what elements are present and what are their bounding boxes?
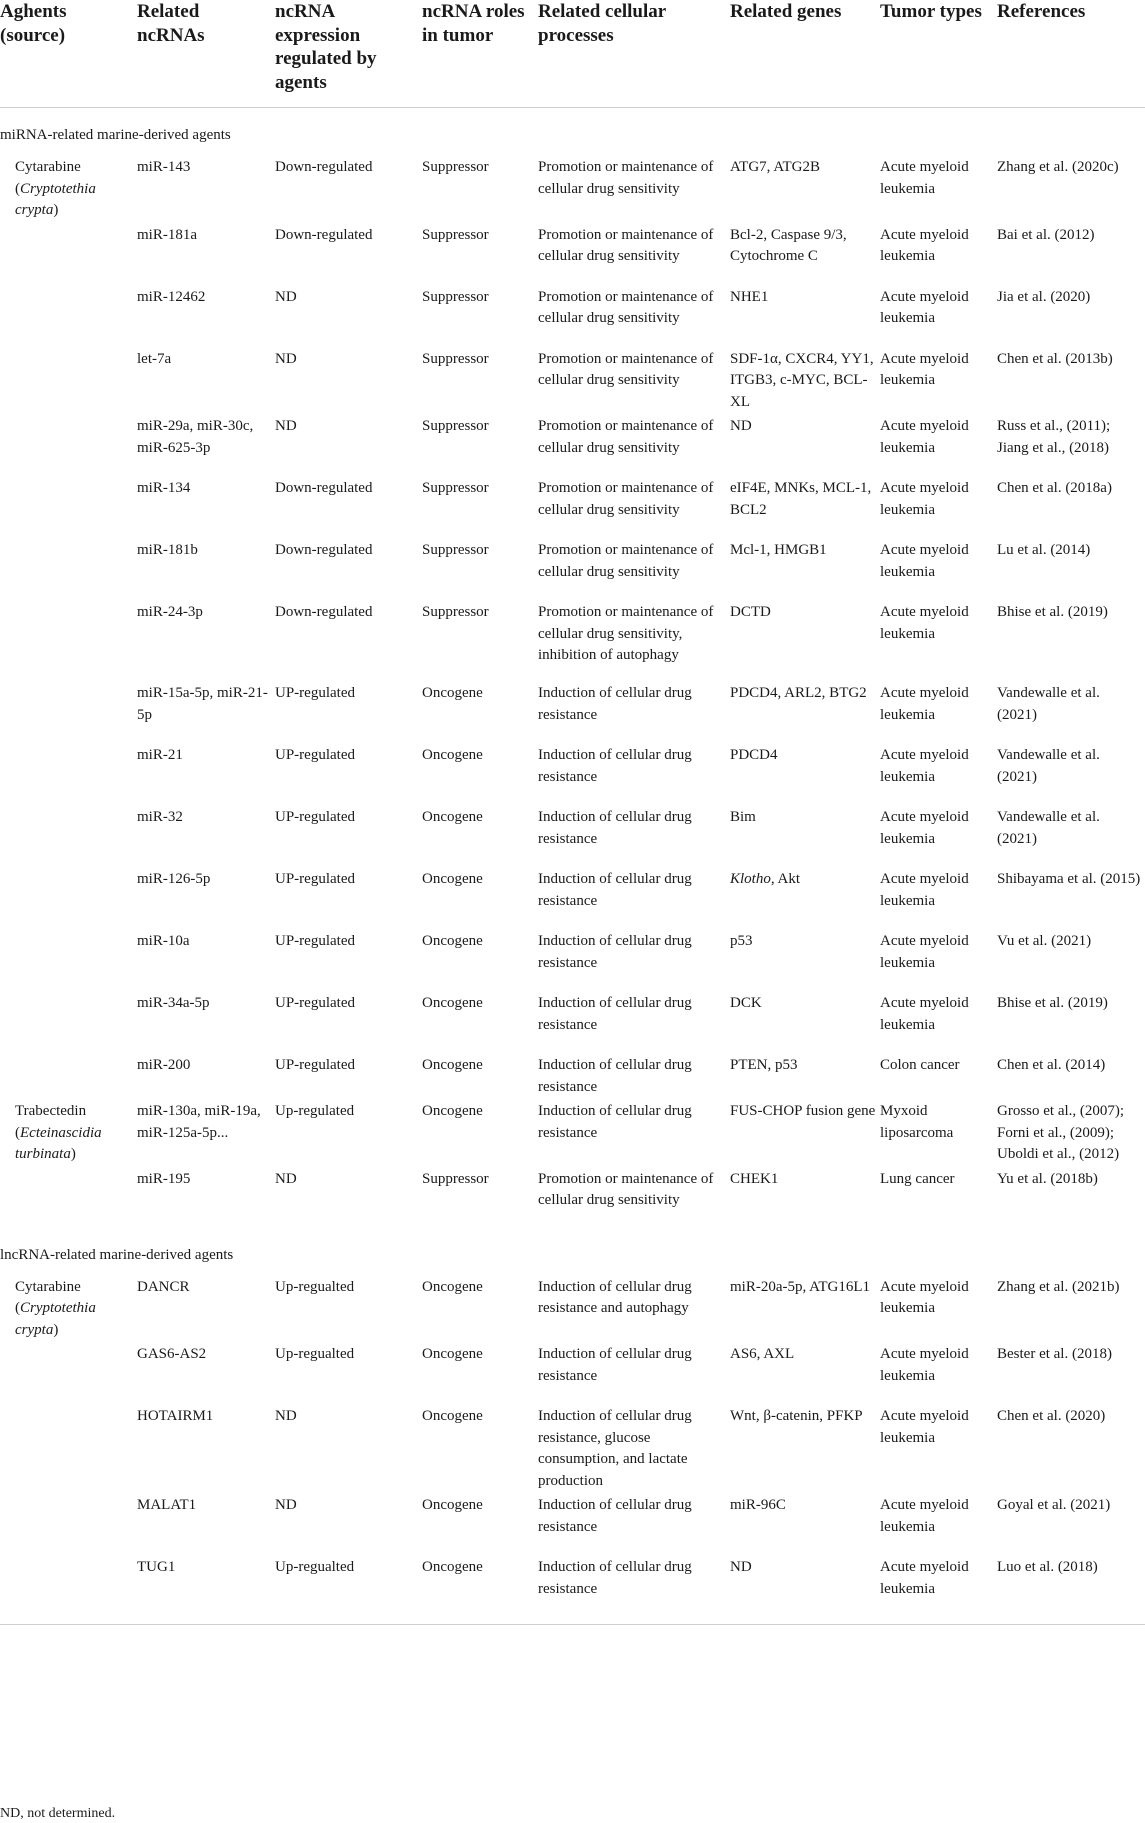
expr-cell: Down-regulated bbox=[275, 159, 373, 175]
table-row bbox=[0, 413, 1145, 475]
ref-cell: Jia et al. (2020) bbox=[997, 288, 1091, 305]
genes-cell: Bcl-2, Caspase 9/3, Cytochrome C bbox=[730, 226, 847, 264]
tumor-cell: Acute myeloid leukemia bbox=[880, 288, 969, 326]
ncrna-cell: MALAT1 bbox=[137, 1497, 197, 1513]
ncrna-cell: TUG1 bbox=[137, 1559, 176, 1575]
expr-cell: UP-regulated bbox=[275, 871, 355, 887]
table-row bbox=[0, 990, 1145, 1052]
role-cell: Oncogene bbox=[422, 1346, 483, 1362]
tumor-cell: Acute myeloid leukemia bbox=[880, 871, 969, 909]
tumor-cell: Acute myeloid leukemia bbox=[880, 1497, 969, 1535]
tumor-cell: Myxoid liposarcoma bbox=[880, 1103, 954, 1141]
role-cell: Oncogene bbox=[422, 995, 483, 1011]
column-header: Related genes bbox=[730, 1, 842, 22]
expr-cell: UP-regulated bbox=[275, 685, 355, 701]
table-row bbox=[0, 346, 1145, 414]
group-row bbox=[0, 1228, 1145, 1274]
group-row bbox=[0, 108, 1145, 155]
column-header: ncRNA roles in tumor bbox=[422, 1, 525, 46]
tumor-cell: Acute myeloid leukemia bbox=[880, 1559, 969, 1597]
ncrna-cell: miR-143 bbox=[137, 159, 191, 175]
role-cell: Oncogene bbox=[422, 871, 483, 887]
genes-cell: ND bbox=[730, 1559, 752, 1575]
role-cell: Oncogene bbox=[422, 1103, 483, 1119]
agent-name: Cytarabine bbox=[15, 1278, 81, 1295]
expr-cell: UP-regulated bbox=[275, 809, 355, 825]
expr-cell: Up-regualted bbox=[275, 1346, 355, 1362]
tumor-cell: Lung cancer bbox=[880, 1170, 955, 1187]
agent-cell: Cytarabine (Cryptotethia crypta) bbox=[15, 159, 96, 218]
process-cell: Promotion or maintenance of cellular drug sensitivity bbox=[538, 480, 714, 518]
group-label: lncRNA-related marine-derived agents bbox=[0, 1246, 234, 1263]
process-cell: Induction of cellular drug resistance, glucose consumption, and lactate production bbox=[538, 1408, 692, 1489]
process-cell: Promotion or maintenance of cellular drug sensitivity bbox=[538, 288, 714, 326]
agent-cell bbox=[0, 599, 137, 680]
ncrna-cell: miR-15a-5p, miR-21-5p bbox=[137, 685, 268, 723]
role-cell: Suppressor bbox=[422, 542, 489, 558]
tumor-cell: Colon cancer bbox=[880, 1057, 960, 1073]
ref-cell: Shibayama et al. (2015) bbox=[997, 871, 1141, 887]
role-cell: Oncogene bbox=[422, 809, 483, 825]
table-row bbox=[0, 1554, 1145, 1624]
genes-cell: ND bbox=[730, 418, 752, 434]
agent-cell bbox=[0, 475, 137, 537]
tumor-cell: Acute myeloid leukemia bbox=[880, 933, 969, 971]
table-header bbox=[0, 0, 1145, 108]
group-label: miRNA-related marine-derived agents bbox=[0, 127, 231, 143]
genes-cell: PTEN, p53 bbox=[730, 1057, 798, 1073]
process-cell: Promotion or maintenance of cellular drug sensitivity bbox=[538, 159, 714, 197]
process-cell: Induction of cellular drug resistance bbox=[538, 1559, 692, 1597]
table-row bbox=[0, 928, 1145, 990]
process-cell: Induction of cellular drug resistance bbox=[538, 933, 692, 971]
tumor-cell: Acute myeloid leukemia bbox=[880, 159, 969, 197]
agent-name: Cytarabine bbox=[15, 159, 81, 175]
table-row bbox=[0, 599, 1145, 680]
ref-cell: Vu et al. (2021) bbox=[997, 933, 1092, 949]
ref-cell: Bhise et al. (2019) bbox=[997, 604, 1108, 620]
tumor-cell: Acute myeloid leukemia bbox=[880, 350, 969, 388]
agent-cell bbox=[0, 804, 137, 866]
tumor-cell: Acute myeloid leukemia bbox=[880, 747, 969, 785]
tumor-cell: Acute myeloid leukemia bbox=[880, 226, 969, 264]
ncrna-cell: miR-195 bbox=[137, 1170, 191, 1187]
role-cell: Suppressor bbox=[422, 350, 489, 367]
expr-cell: UP-regulated bbox=[275, 1057, 355, 1073]
genes-cell: Mcl-1, HMGB1 bbox=[730, 542, 827, 558]
process-cell: Induction of cellular drug resistance and autophagy bbox=[538, 1278, 692, 1316]
ncrna-cell: GAS6-AS2 bbox=[137, 1346, 207, 1362]
table-footnote: ND, not determined. bbox=[0, 1806, 116, 1821]
agent-source: Ecteinascidia turbinata bbox=[15, 1124, 102, 1162]
process-cell: Induction of cellular drug resistance bbox=[538, 747, 692, 785]
ref-cell: Luo et al. (2018) bbox=[997, 1559, 1098, 1575]
gene-rest: , Akt bbox=[770, 871, 801, 887]
expr-cell: ND bbox=[275, 418, 297, 434]
tumor-cell: Acute myeloid leukemia bbox=[880, 480, 969, 518]
process-cell: Promotion or maintenance of cellular drug sensitivity bbox=[538, 418, 714, 456]
genes-cell: Wnt, β-catenin, PFKP bbox=[730, 1408, 863, 1424]
expr-cell: UP-regulated bbox=[275, 933, 355, 949]
table-row bbox=[0, 742, 1145, 804]
role-cell: Oncogene bbox=[422, 1057, 483, 1073]
agent-cell: Cytarabine (Cryptotethia crypta) bbox=[15, 1278, 96, 1338]
agent-cell bbox=[0, 413, 137, 475]
ref-cell: Zhang et al. (2021b) bbox=[997, 1278, 1120, 1295]
ref-cell: Bester et al. (2018) bbox=[997, 1346, 1112, 1362]
table-row bbox=[0, 1098, 1145, 1166]
agent-cell bbox=[0, 990, 137, 1052]
agent-cell bbox=[0, 537, 137, 599]
agent-cell bbox=[0, 742, 137, 804]
genes-cell: Bim bbox=[730, 809, 756, 825]
process-cell: Induction of cellular drug resistance bbox=[538, 809, 692, 847]
ncrna-cell: miR-181a bbox=[137, 226, 197, 243]
tumor-cell: Acute myeloid leukemia bbox=[880, 1278, 969, 1316]
table-row bbox=[0, 1403, 1145, 1492]
gene-italic: Klotho bbox=[730, 871, 771, 887]
ref-cell: Chen et al. (2014) bbox=[997, 1057, 1106, 1073]
genes-cell: AS6, AXL bbox=[730, 1346, 795, 1362]
agent-cell bbox=[0, 222, 137, 284]
process-cell: Promotion or maintenance of cellular drug sensitivity bbox=[538, 226, 714, 264]
table-row bbox=[0, 1052, 1145, 1098]
genes-cell: FUS-CHOP fusion gene bbox=[730, 1103, 876, 1119]
role-cell: Suppressor bbox=[422, 604, 489, 620]
ncrna-cell: miR-34a-5p bbox=[137, 995, 210, 1011]
ref-cell: Lu et al. (2014) bbox=[997, 542, 1091, 558]
genes-cell: miR-20a-5p, ATG16L1 bbox=[730, 1278, 870, 1295]
ncrna-cell: miR-130a, miR-19a, miR-125a-5p... bbox=[137, 1103, 261, 1141]
table-row bbox=[0, 866, 1145, 928]
table-row bbox=[0, 1492, 1145, 1554]
agent-cell: Trabectedin (Ecteinascidia turbinata) bbox=[15, 1103, 102, 1162]
expr-cell: ND bbox=[275, 350, 297, 367]
expr-cell: ND bbox=[275, 1497, 297, 1513]
tumor-cell: Acute myeloid leukemia bbox=[880, 418, 969, 456]
role-cell: Oncogene bbox=[422, 1497, 483, 1513]
ncrna-cell: miR-181b bbox=[137, 542, 198, 558]
role-cell: Oncogene bbox=[422, 747, 483, 763]
role-cell: Suppressor bbox=[422, 159, 489, 175]
agent-cell bbox=[0, 1492, 137, 1554]
expr-cell: Down-regulated bbox=[275, 480, 373, 496]
process-cell: Induction of cellular drug resistance bbox=[538, 1497, 692, 1535]
role-cell: Suppressor bbox=[422, 480, 489, 496]
column-header: Aghents (source) bbox=[0, 1, 67, 46]
agent-name: Trabectedin bbox=[15, 1103, 87, 1119]
expr-cell: Up-regulated bbox=[275, 1103, 355, 1119]
ref-cell: Vandewalle et al. (2021) bbox=[997, 747, 1100, 785]
ncrna-cell: miR-29a, miR-30c, miR-625-3p bbox=[137, 418, 254, 456]
column-header: ncRNA expression regulated by agents bbox=[275, 1, 377, 93]
expr-cell: UP-regulated bbox=[275, 995, 355, 1011]
table-row bbox=[0, 1341, 1145, 1403]
ref-cell: Bai et al. (2012) bbox=[997, 226, 1095, 243]
column-header: Related cellular processes bbox=[538, 1, 666, 46]
agent-cell bbox=[0, 346, 137, 414]
ncrna-cell: miR-10a bbox=[137, 933, 190, 949]
expr-cell: Down-regulated bbox=[275, 604, 373, 620]
ref-cell: Chen et al. (2020) bbox=[997, 1408, 1106, 1424]
ncrna-cell: miR-21 bbox=[137, 747, 183, 763]
table-row bbox=[0, 1166, 1145, 1228]
role-cell: Oncogene bbox=[422, 933, 483, 949]
ref-cell: Goyal et al. (2021) bbox=[997, 1497, 1111, 1513]
expr-cell: Down-regulated bbox=[275, 542, 373, 558]
agent-cell bbox=[0, 928, 137, 990]
ncrna-cell: miR-12462 bbox=[137, 288, 206, 305]
process-cell: Promotion or maintenance of cellular drug sensitivity, inhibition of autophagy bbox=[538, 604, 714, 663]
role-cell: Oncogene bbox=[422, 1278, 483, 1295]
agent-cell bbox=[0, 1554, 137, 1624]
genes-cell: eIF4E, MNKs, MCL-1, BCL2 bbox=[730, 480, 872, 518]
tumor-cell: Acute myeloid leukemia bbox=[880, 1346, 969, 1384]
genes-cell: miR-96C bbox=[730, 1497, 786, 1513]
genes-cell: p53 bbox=[730, 933, 753, 949]
tumor-cell: Acute myeloid leukemia bbox=[880, 542, 969, 580]
expr-cell: UP-regulated bbox=[275, 747, 355, 763]
tumor-cell: Acute myeloid leukemia bbox=[880, 685, 969, 723]
process-cell: Induction of cellular drug resistance bbox=[538, 685, 692, 723]
ref-cell: Chen et al. (2013b) bbox=[997, 350, 1113, 367]
agent-cell bbox=[0, 284, 137, 346]
expr-cell: ND bbox=[275, 1170, 297, 1187]
ncrna-cell: miR-134 bbox=[137, 480, 191, 496]
process-cell: Induction of cellular drug resistance bbox=[538, 995, 692, 1033]
tumor-cell: Acute myeloid leukemia bbox=[880, 1408, 969, 1446]
column-header: References bbox=[997, 1, 1086, 22]
role-cell: Oncogene bbox=[422, 1559, 483, 1575]
table-row bbox=[0, 1274, 1145, 1342]
ref-cell: Zhang et al. (2020c) bbox=[997, 159, 1119, 175]
genes-cell: PDCD4, ARL2, BTG2 bbox=[730, 685, 867, 701]
agent-source: Cryptotethia crypta bbox=[15, 180, 96, 218]
expr-cell: Up-regualted bbox=[275, 1278, 355, 1295]
ref-cell: Chen et al. (2018a) bbox=[997, 480, 1112, 496]
role-cell: Suppressor bbox=[422, 226, 489, 243]
ref-cell: Vandewalle et al. (2021) bbox=[997, 809, 1100, 847]
process-cell: Promotion or maintenance of cellular drug sensitivity bbox=[538, 542, 714, 580]
tumor-cell: Acute myeloid leukemia bbox=[880, 995, 969, 1033]
genes-cell: NHE1 bbox=[730, 288, 769, 305]
table-body bbox=[0, 108, 1145, 1625]
genes-cell bbox=[730, 866, 880, 928]
ref-cell: Yu et al. (2018b) bbox=[997, 1170, 1098, 1187]
expr-cell: ND bbox=[275, 288, 297, 305]
table-row bbox=[0, 284, 1145, 346]
expr-cell: Up-regualted bbox=[275, 1559, 355, 1575]
table-row bbox=[0, 537, 1145, 599]
process-cell: Promotion or maintenance of cellular drug sensitivity bbox=[538, 350, 714, 388]
process-cell: Induction of cellular drug resistance bbox=[538, 871, 692, 909]
genes-cell: CHEK1 bbox=[730, 1170, 779, 1187]
process-cell: Induction of cellular drug resistance bbox=[538, 1346, 692, 1384]
table-row bbox=[0, 154, 1145, 222]
ncrna-cell: miR-24-3p bbox=[137, 604, 203, 620]
tumor-cell: Acute myeloid leukemia bbox=[880, 809, 969, 847]
role-cell: Suppressor bbox=[422, 1170, 489, 1187]
column-header: Related ncRNAs bbox=[137, 1, 205, 46]
role-cell: Suppressor bbox=[422, 418, 489, 434]
agent-cell bbox=[0, 1403, 137, 1492]
agent-source: Cryptotethia crypta bbox=[15, 1300, 96, 1338]
process-cell: Promotion or maintenance of cellular drug sensitivity bbox=[538, 1170, 714, 1208]
agent-cell bbox=[0, 680, 137, 742]
ncrna-cell: HOTAIRM1 bbox=[137, 1408, 214, 1424]
table-row bbox=[0, 680, 1145, 742]
ref-cell: Vandewalle et al. (2021) bbox=[997, 685, 1100, 723]
ref-cell: Bhise et al. (2019) bbox=[997, 995, 1108, 1011]
expr-cell: ND bbox=[275, 1408, 297, 1424]
agent-cell bbox=[0, 1166, 137, 1228]
ncrna-cell: miR-126-5p bbox=[137, 871, 211, 887]
process-cell: Induction of cellular drug resistance bbox=[538, 1103, 692, 1141]
agent-cell bbox=[0, 866, 137, 928]
role-cell: Suppressor bbox=[422, 288, 489, 305]
agent-cell bbox=[0, 1052, 137, 1098]
genes-cell: PDCD4 bbox=[730, 747, 778, 763]
ncrna-cell: miR-32 bbox=[137, 809, 183, 825]
ncrna-cell: DANCR bbox=[137, 1278, 190, 1295]
role-cell: Oncogene bbox=[422, 685, 483, 701]
ncrna-cell: let-7a bbox=[137, 350, 172, 367]
genes-cell: ATG7, ATG2B bbox=[730, 159, 821, 175]
table-row bbox=[0, 804, 1145, 866]
process-cell: Induction of cellular drug resistance bbox=[538, 1057, 692, 1095]
genes-cell: SDF-1α, CXCR4, YY1, ITGB3, c-MYC, BCL-XL bbox=[730, 350, 874, 410]
genes-cell: DCTD bbox=[730, 604, 771, 620]
table-row bbox=[0, 475, 1145, 537]
ref-cell: Russ et al., (2011); Jiang et al., (2018) bbox=[997, 418, 1111, 456]
ref-cell: Grosso et al., (2007); Forni et al., (2009); Uboldi et al., (2012) bbox=[997, 1103, 1125, 1162]
agent-cell bbox=[0, 1341, 137, 1403]
role-cell: Oncogene bbox=[422, 1408, 483, 1424]
expr-cell: Down-regulated bbox=[275, 226, 373, 243]
ncrna-cell: miR-200 bbox=[137, 1057, 191, 1073]
table-row bbox=[0, 222, 1145, 284]
genes-cell: DCK bbox=[730, 995, 762, 1011]
column-header: Tumor types bbox=[880, 1, 982, 22]
tumor-cell: Acute myeloid leukemia bbox=[880, 604, 969, 642]
